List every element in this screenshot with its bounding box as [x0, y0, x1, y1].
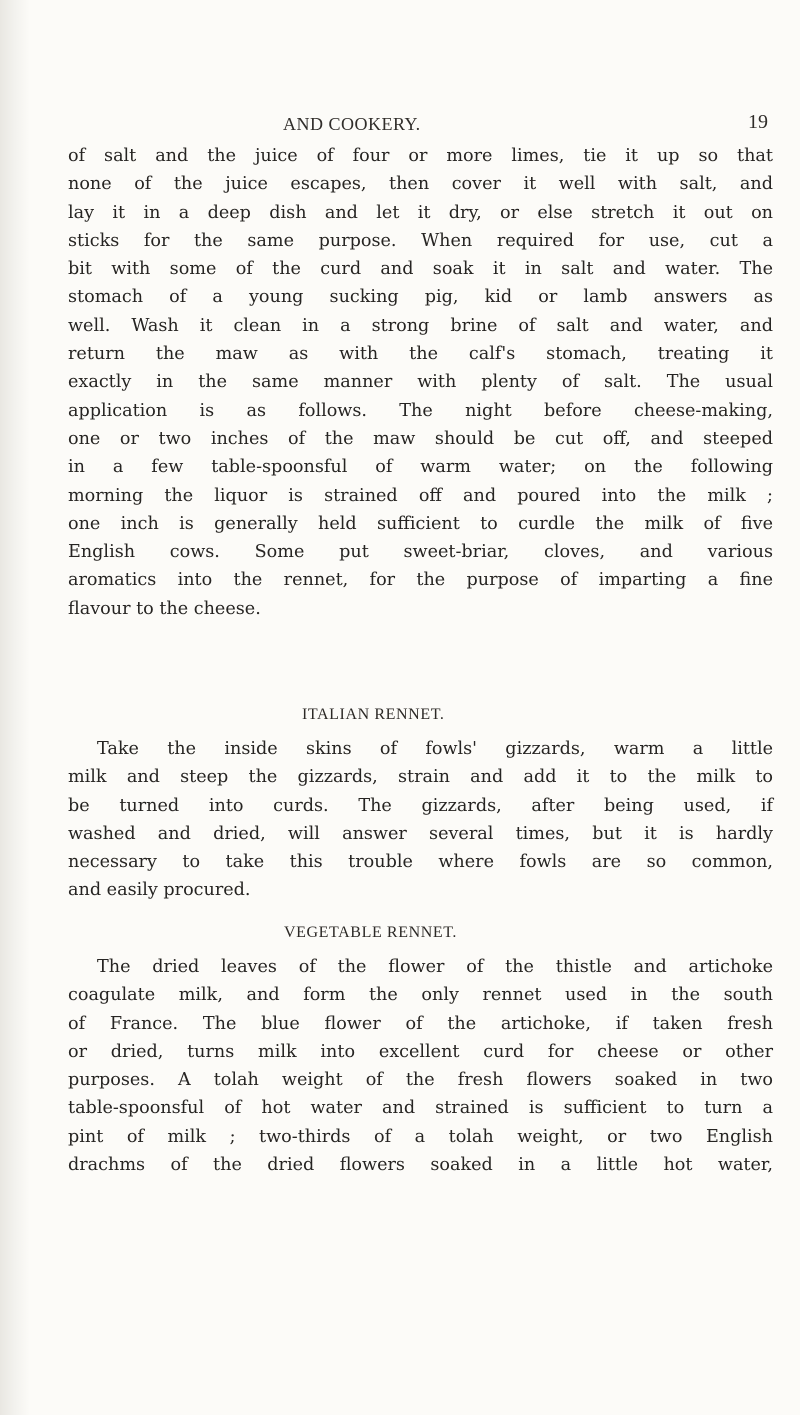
text-line: one or two inches of the maw should be cut off, and steeped [68, 428, 773, 449]
page-number: 19 [748, 111, 768, 133]
section-heading-vegetable-rennet: VEGETABLE RENNET. [284, 924, 458, 941]
text-line: table-spoonsful of hot water and strained is sufficient to turn a [68, 1098, 773, 1119]
text-line: coagulate milk, and form the only rennet used in the south [68, 985, 773, 1006]
text-line: none of the juice escapes, then cover it well with salt, and [68, 174, 773, 195]
text-line: lay it in a deep dish and let it dry, or else stretch it out on [68, 202, 773, 223]
text-line: of salt and the juice of four or more limes, tie it up so that [68, 146, 773, 166]
text-line: bit with some of the curd and soak it in salt and water. The [68, 259, 773, 280]
text-line: of France. The blue flower of the artichoke, if taken fresh [68, 1013, 773, 1034]
text-line: stomach of a young sucking pig, kid or lamb answers as [68, 287, 773, 308]
running-head: AND COOKERY. [283, 114, 421, 134]
text-line: English cows. Some put sweet-briar, cloves, and various [68, 542, 773, 563]
text-line: or dried, turns milk into excellent curd for cheese or other [68, 1041, 773, 1062]
text-line: drachms of the dried flowers soaked in a little hot water, [68, 1155, 773, 1176]
section-heading-italian-rennet: ITALIAN RENNET. [302, 706, 445, 723]
text-line: necessary to take this trouble where fowls are so common, [68, 852, 773, 873]
text-line: sticks for the same purpose. When required for use, cut a [68, 230, 773, 251]
text-line: exactly in the same manner with plenty of salt. The usual [68, 372, 773, 393]
text-line: milk and steep the gizzards, strain and add it to the milk to [68, 767, 773, 788]
text-line: aromatics into the rennet, for the purpose of imparting a fine [68, 570, 773, 591]
text-line: application is as follows. The night before cheese-making, [68, 400, 773, 421]
continuation-paragraph [68, 142, 773, 623]
text-line: morning the liquor is strained off and poured into the milk ; [68, 485, 773, 506]
text-line: washed and dried, will answer several times, but it is hardly [68, 823, 773, 844]
text-line: and easily procured. [68, 880, 251, 901]
text-line: The dried leaves of the flower of the thistle and artichoke [97, 957, 773, 977]
text-line: pint of milk ; two-thirds of a tolah weight, or two English [68, 1126, 773, 1147]
text-line: well. Wash it clean in a strong brine of salt and water, and [68, 315, 773, 336]
text-line: be turned into curds. The gizzards, after being used, if [68, 795, 773, 816]
text-line: flavour to the cheese. [68, 598, 261, 619]
page-edge-shadow [0, 0, 30, 1415]
text-line: in a few table-spoonsful of warm water; on the following [68, 457, 773, 478]
text-line: purposes. A tolah weight of the fresh flowers soaked in two [68, 1070, 773, 1091]
text-line: return the maw as with the calf's stomach, treating it [68, 344, 773, 365]
text-line: Take the inside skins of fowls' gizzards, warm a little [97, 739, 773, 759]
italian-rennet-paragraph [68, 735, 773, 905]
text-line: one inch is generally held sufficient to curdle the milk of five [68, 513, 773, 534]
vegetable-rennet-paragraph [68, 953, 773, 1179]
